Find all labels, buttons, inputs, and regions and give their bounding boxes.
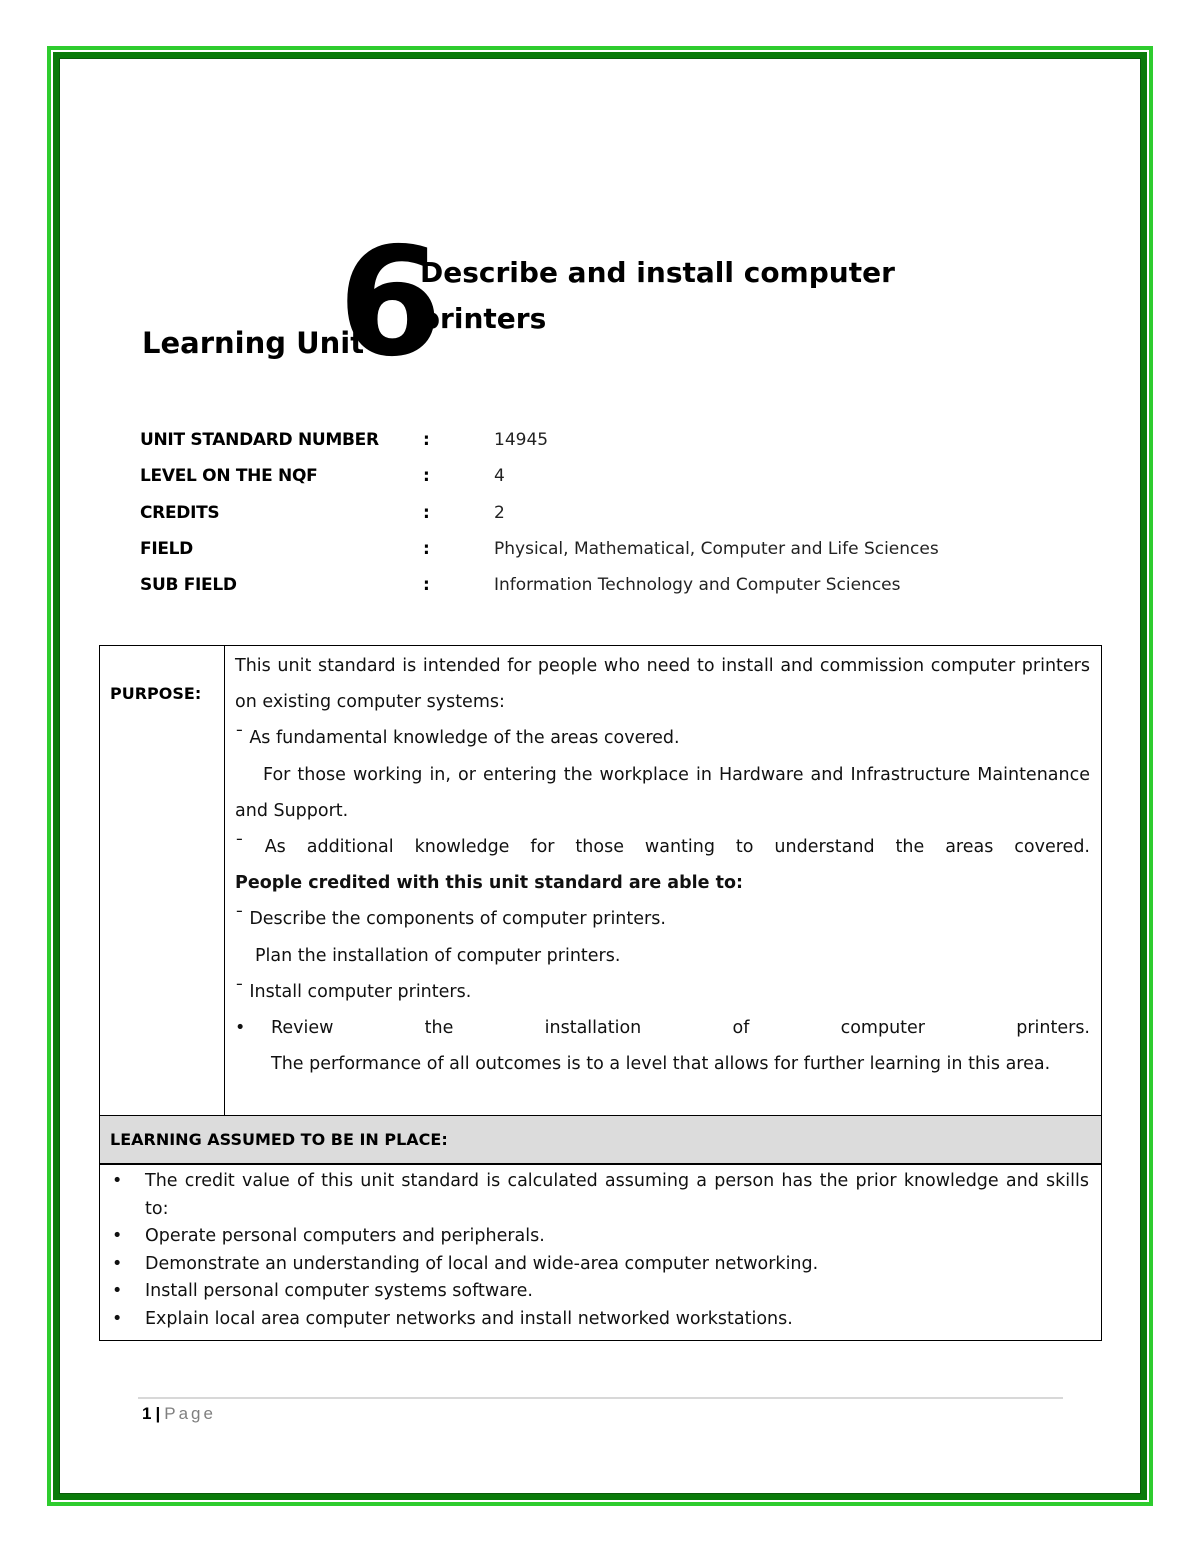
meta-colon: : xyxy=(423,430,430,450)
meta-colon: : xyxy=(423,502,430,523)
meta-key: LEVEL ON THE NQF xyxy=(140,466,318,487)
purpose-closing: The performance of all outcomes is to a level that allows for further learning in this area. xyxy=(271,1054,1051,1075)
bullet-icon: • xyxy=(112,1226,123,1246)
meta-value: 14945 xyxy=(494,430,549,450)
list-item xyxy=(100,1278,1101,1306)
meta-value: Physical, Mathematical, Computer and Life Sciences xyxy=(494,538,939,559)
list-item-text: Demonstrate an understanding of local and wide-area computer networking. xyxy=(145,1253,819,1274)
purpose-able-heading: People credited with this unit standard are able to: xyxy=(235,873,743,894)
page-label: Page xyxy=(164,1404,216,1423)
purpose-line-fundamental: ¯ As fundamental knowledge of the areas covered. xyxy=(235,728,680,749)
purpose-label-cell xyxy=(100,646,225,1115)
meta-key: FIELD xyxy=(140,538,193,559)
meta-row-field xyxy=(140,539,1100,575)
footer-separator: | xyxy=(155,1404,161,1423)
bullet-icon: • xyxy=(112,1171,123,1191)
unit-metadata xyxy=(140,430,1100,611)
assumed-learning-list xyxy=(100,1168,1101,1333)
list-item-text: The credit value of this unit standard is calculated assuming a person has the prior knowledge and skills to: xyxy=(145,1171,1089,1219)
list-item xyxy=(100,1306,1101,1334)
purpose-line-additional: ¯ As additional knowledge for those wanting to understand the areas covered. xyxy=(235,837,1090,858)
list-item-text: Explain local area computer networks and install networked workstations. xyxy=(145,1308,793,1329)
meta-colon: : xyxy=(423,466,430,487)
list-item-text: Install personal computer systems software. xyxy=(145,1281,533,1301)
page-footer xyxy=(142,1404,216,1424)
learning-unit-title: Describe and install computer printers xyxy=(420,256,895,335)
outcome-describe: ¯ Describe the components of computer printers. xyxy=(235,909,666,930)
meta-colon: : xyxy=(423,575,430,596)
purpose-intro: This unit standard is intended for people who need to install and commission computer printers on existing computer systems: xyxy=(235,656,1090,713)
purpose-row xyxy=(100,646,1101,1116)
outcome-review-item xyxy=(235,1010,1090,1082)
list-item xyxy=(100,1251,1101,1279)
page-number: 1 xyxy=(142,1404,152,1423)
bullet-icon: • xyxy=(112,1308,123,1329)
purpose-label: PURPOSE: xyxy=(110,684,202,703)
meta-row-sub-field xyxy=(140,575,1100,611)
meta-value: Information Technology and Computer Sciences xyxy=(494,575,901,596)
bullet-icon: • xyxy=(112,1253,123,1274)
meta-row-credits xyxy=(140,503,1100,539)
meta-value: 2 xyxy=(494,502,505,523)
meta-colon: : xyxy=(423,538,430,559)
purpose-line-workplace: For those working in, or entering the workplace in Hardware and Infrastructure Maintenance and Support. xyxy=(235,764,1090,821)
purpose-content-cell xyxy=(235,648,1090,1082)
bullet-icon: • xyxy=(235,1018,246,1039)
assumed-learning-header xyxy=(100,1116,1101,1165)
learning-unit-number: 6 xyxy=(338,216,439,390)
meta-key: UNIT STANDARD NUMBER xyxy=(140,430,379,450)
list-item-text: Operate personal computers and peripherals. xyxy=(145,1226,545,1246)
unit-standard-table xyxy=(99,645,1102,1341)
footer-divider xyxy=(138,1397,1063,1399)
learning-unit-label: Learning Unit xyxy=(142,326,365,360)
meta-row-unit-standard xyxy=(140,430,1100,466)
bullet-icon: • xyxy=(112,1281,123,1301)
meta-row-level xyxy=(140,466,1100,502)
list-item xyxy=(100,1168,1101,1223)
outcome-plan: Plan the installation of computer printers. xyxy=(255,945,621,966)
assumed-learning-label: LEARNING ASSUMED TO BE IN PLACE: xyxy=(110,1130,448,1149)
meta-key: SUB FIELD xyxy=(140,575,237,596)
outcome-review: Review the installation of computer printers. xyxy=(271,1018,1090,1039)
meta-key: CREDITS xyxy=(140,502,220,523)
list-item xyxy=(100,1223,1101,1251)
outcome-install: ¯ Install computer printers. xyxy=(235,981,472,1002)
meta-value: 4 xyxy=(494,466,505,487)
